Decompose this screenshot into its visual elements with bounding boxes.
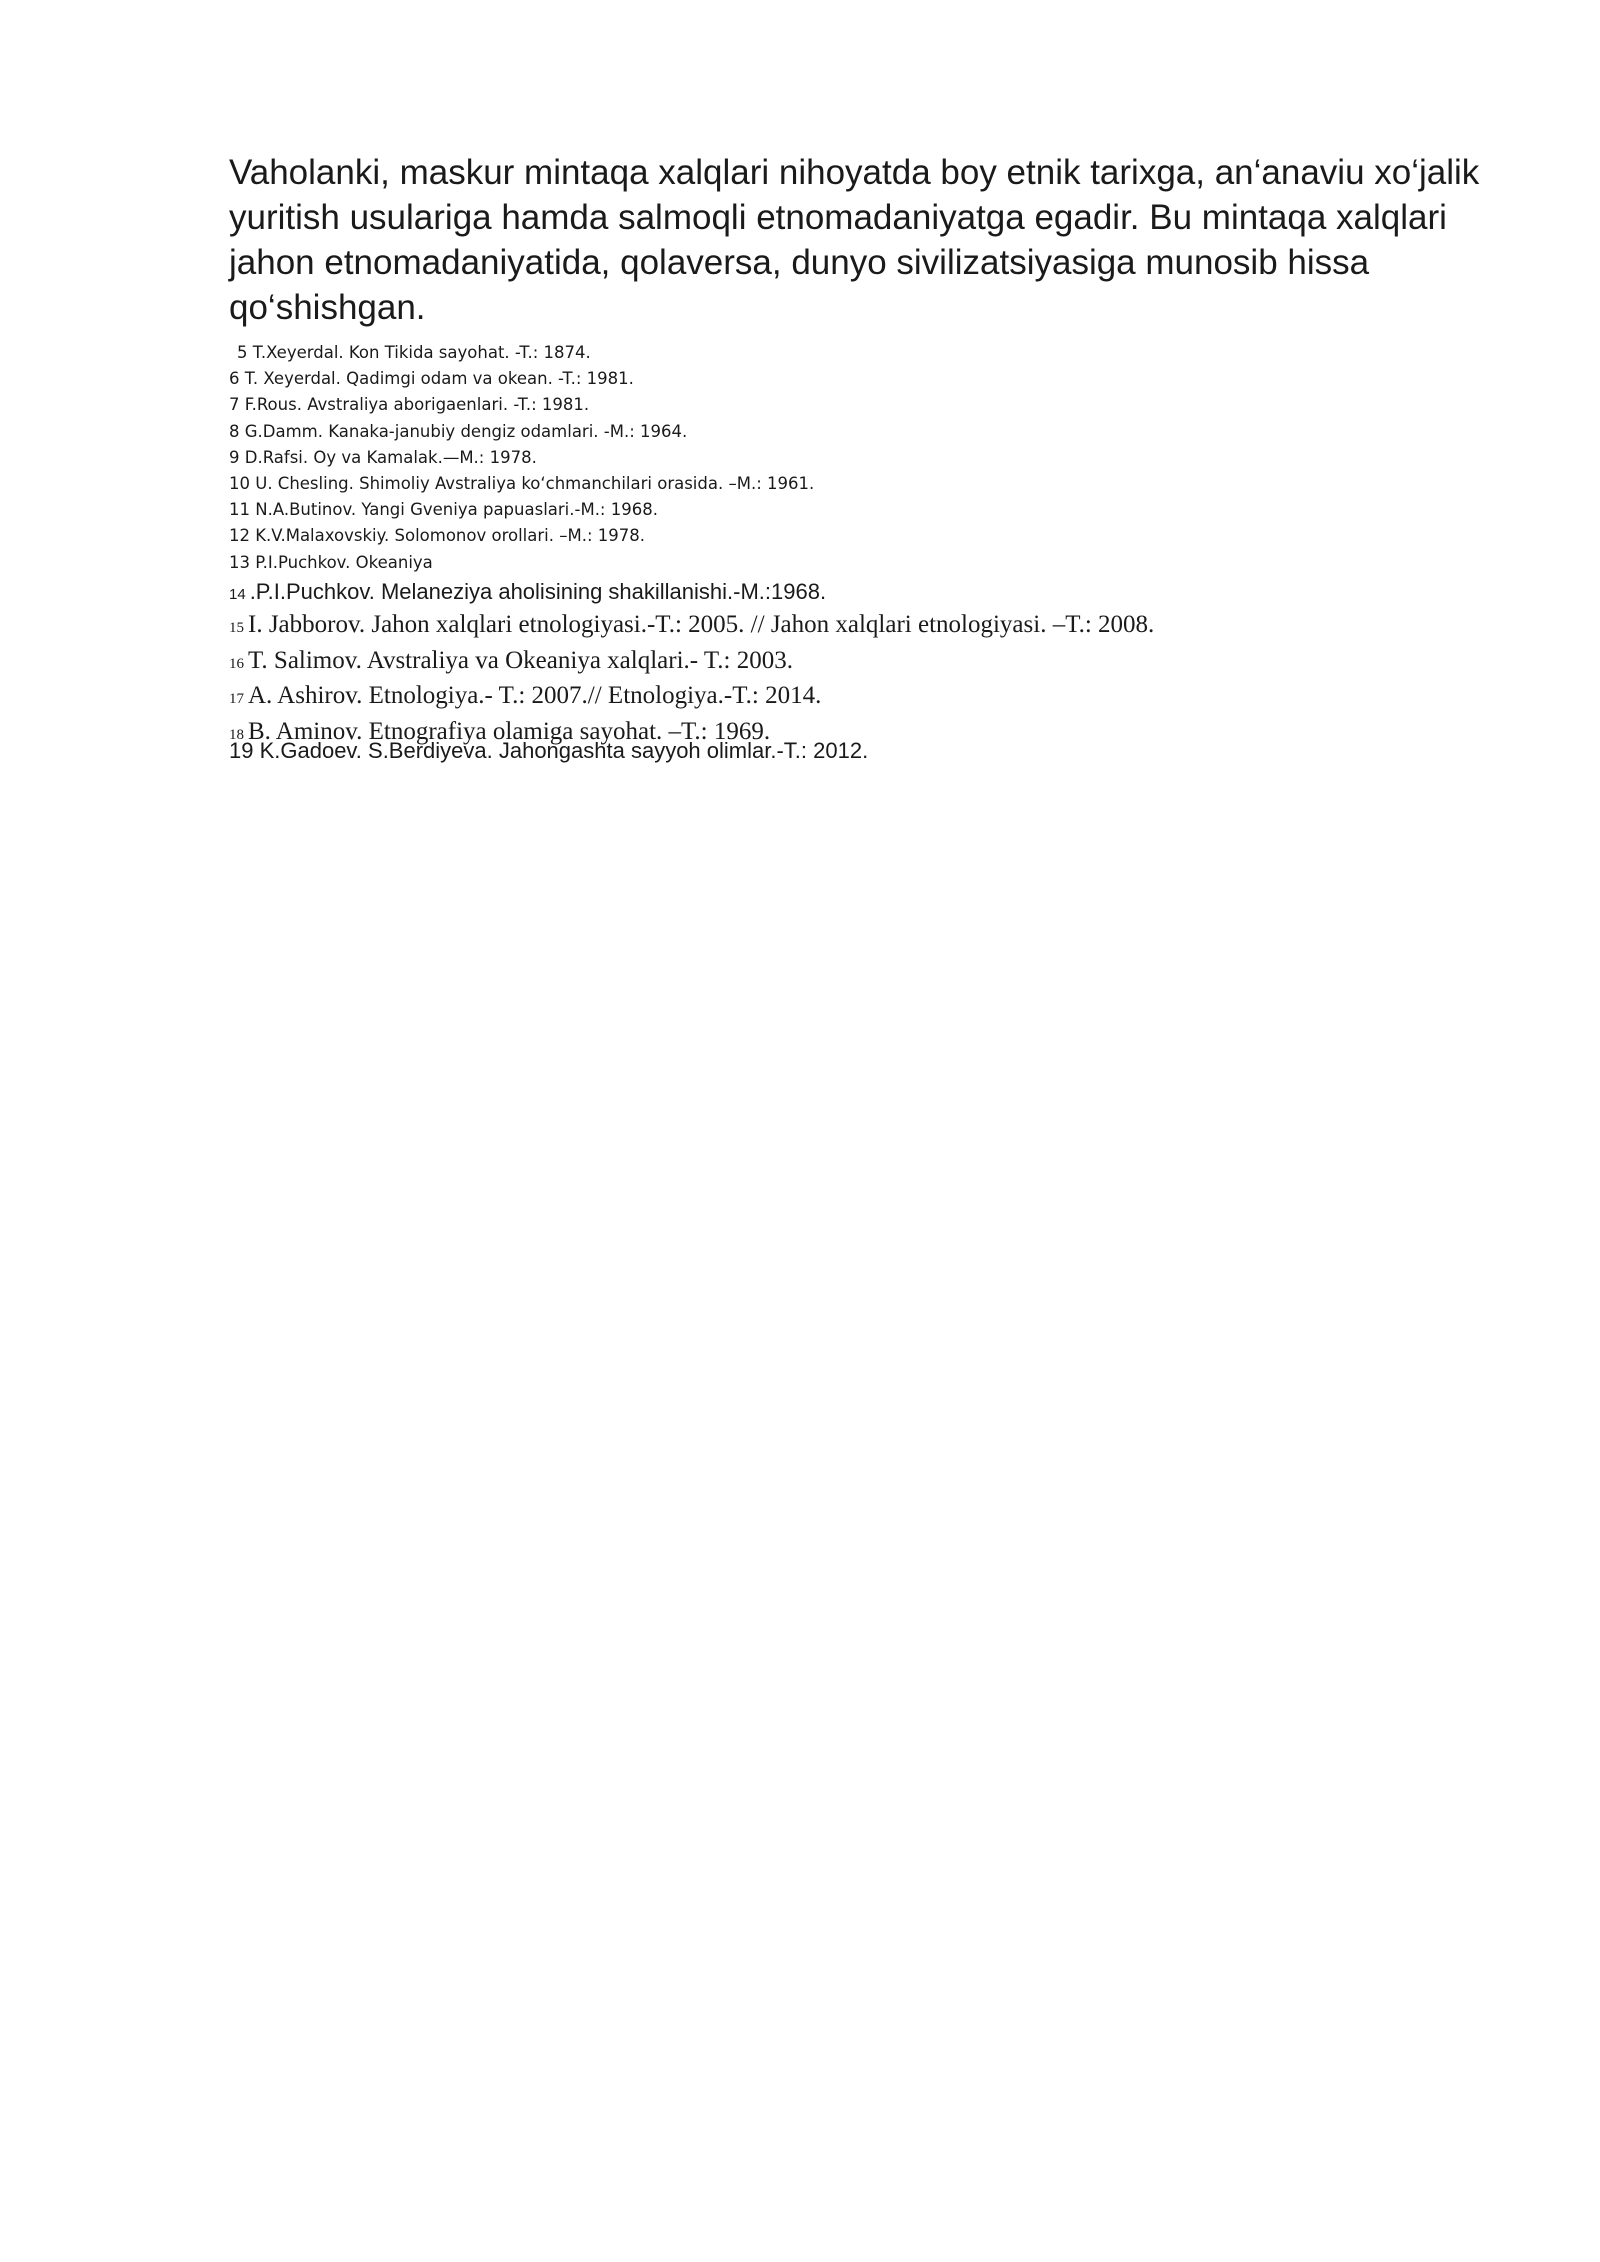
footnote-item: 9 D.Rafsi. Oy va Kamalak.—M.: 1978. xyxy=(229,447,537,467)
footnote-item: 11 N.A.Butinov. Yangi Gveniya papuaslari.-M.: 1968. xyxy=(229,500,658,520)
footnote-item xyxy=(229,680,1154,716)
footnote-number: 15 xyxy=(229,620,244,636)
footnote-number: 14 xyxy=(229,586,246,603)
footnote-item: 10 U. Chesling. Shimoliy Avstraliya ko‘chmanchilari orasida. –M.: 1961. xyxy=(229,474,815,494)
footnote-item: 12 K.V.Malaxovskiy. Solomonov orollari. –M.: 1978. xyxy=(229,526,646,546)
footnote-number: 18 xyxy=(229,726,244,743)
footnote-item-19: 19 K.Gadoev. S.Berdiyeva. Jahongashta sayyoh olimlar.-T.: 2012. xyxy=(229,738,869,763)
footnote-item: 8 G.Damm. Kanaka-janubiy dengiz odamlari. -M.: 1964. xyxy=(229,421,688,441)
footnote-item: 6 T. Xeyerdal. Qadimgi odam va okean. -T.: 1981. xyxy=(229,369,634,389)
footnote-item: 5 T.Xeyerdal. Kon Tikida sayohat. -T.: 1874. xyxy=(237,343,591,362)
footnote-list-serif xyxy=(229,609,1154,751)
footnote-text: I. Jabborov. Jahon xalqlari etnologiyasi.-T.: 2005. // Jahon xalqlari etnologiyasi. –T.: 2008. xyxy=(248,611,1155,638)
footnote-item: 13 P.I.Puchkov. Okeaniya xyxy=(229,552,433,572)
footnote-item-14 xyxy=(229,577,826,610)
footnote-text: T. Salimov. Avstraliya va Okeaniya xalqlari.- T.: 2003. xyxy=(248,646,794,674)
footnote-number: 17 xyxy=(229,691,244,708)
footnote-text: A. Ashirov. Etnologiya.- T.: 2007.// Etnologiya.-T.: 2014. xyxy=(248,682,822,710)
footnote-list-small xyxy=(229,340,814,576)
footnote-item xyxy=(229,609,1154,645)
footnote-text: B. Aminov. Etnografiya olamiga sayohat. –T.: 1969. xyxy=(248,717,771,745)
footnote-number: 16 xyxy=(229,655,244,672)
footnote-text: .P.I.Puchkov. Melaneziya aholisining shakillanishi.-M.:1968. xyxy=(249,579,827,604)
footnote-item xyxy=(229,645,1154,681)
main-paragraph: Vaholanki, maskur mintaqa xalqlari nihoyatda boy etnik tarixga, an‘anaviu xo‘jalik yuritish usulariga hamda salmoqli etnomadaniyatga egadir. Bu mintaqa xalqlari jahon etnomadaniyatida, qolaversa, dunyo sivilizatsiyasiga munosib hissa qo‘shishgan. xyxy=(229,153,1480,327)
footnote-item: 7 F.Rous. Avstraliya aborigaenlari. -T.: 1981. xyxy=(229,395,590,415)
